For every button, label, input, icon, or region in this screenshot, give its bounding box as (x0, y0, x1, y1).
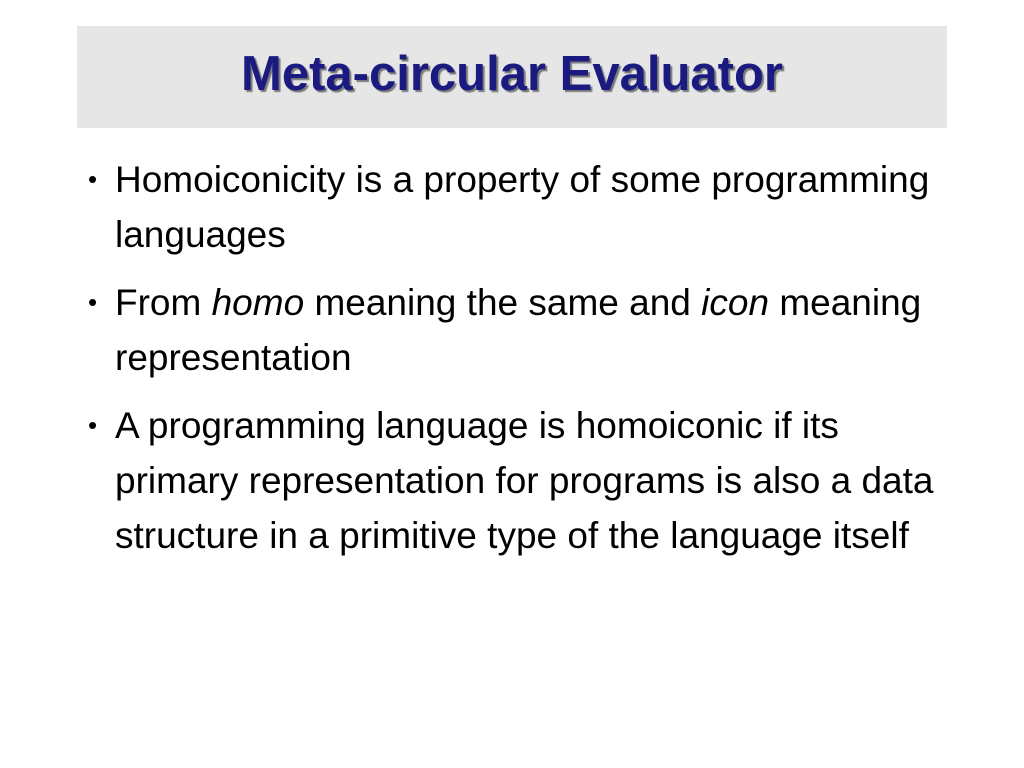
bullet-list (88, 152, 948, 576)
bullet-item (88, 152, 948, 262)
bullet-item (88, 398, 948, 563)
title-band (77, 26, 947, 128)
bullet-item (88, 275, 948, 385)
bullet-dot-icon: • (88, 164, 98, 194)
italic-term-icon: icon (701, 282, 770, 323)
bullet-text: A programming language is homoiconic if its primary representation for programs is also a data structure in a primitive type of the language itself (115, 405, 934, 556)
slide-title: Meta-circular Evaluator (241, 47, 783, 101)
bullet-text: Homoiconicity is a property of some programming languages (115, 159, 930, 255)
bullet-text: From homo meaning the same and icon meaning representation (115, 282, 922, 378)
italic-term-homo: homo (211, 282, 305, 323)
bullet-dot-icon: • (88, 287, 98, 317)
bullet-dot-icon: • (88, 410, 98, 440)
